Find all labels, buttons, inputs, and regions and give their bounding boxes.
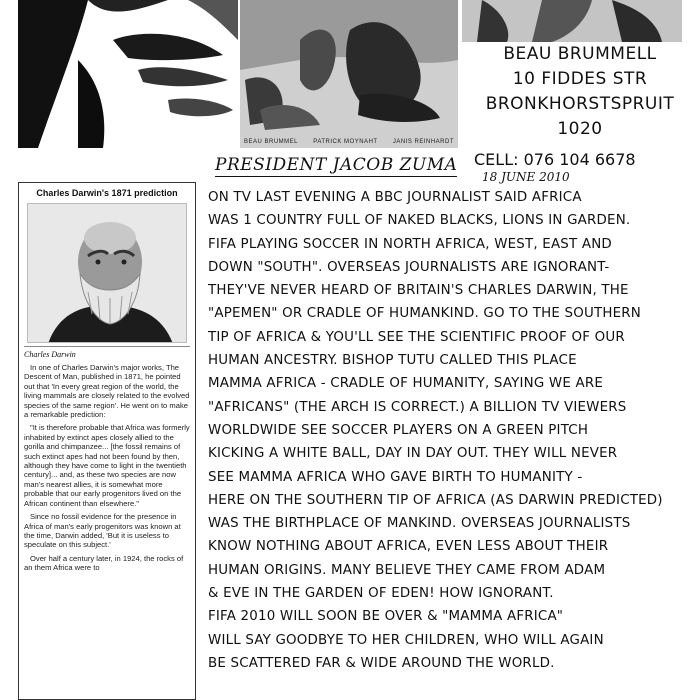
letter-line: KNOW NOTHING ABOUT AFRICA, EVEN LESS ABOUT THEIR	[208, 539, 609, 555]
darwin-portrait	[27, 203, 187, 343]
portrait-caption: Charles Darwin	[24, 346, 190, 359]
sender-address	[470, 42, 690, 142]
letter-line: & EVE IN THE GARDEN OF EDEN! HOW IGNORANT.	[208, 586, 554, 602]
letter-line: FIFA PLAYING SOCCER IN NORTH AFRICA, WEST, EAST AND	[208, 236, 612, 252]
letter-line: "AFRICANS" (THE ARCH IS CORRECT.) A BILLION TV VIEWERS	[208, 399, 627, 415]
letter-line: MAMMA AFRICA - CRADLE OF HUMANITY, SAYING WE ARE	[208, 376, 604, 392]
letter-line: HUMAN ANCESTRY. BISHOP TUTU CALLED THIS PLACE	[208, 353, 577, 369]
sender-street: 10 FIDDES STR	[512, 69, 648, 89]
letter-line: HUMAN ORIGINS. MANY BELIEVE THEY CAME FROM ADAM	[208, 562, 606, 578]
letter-date: 18 JUNE 2010	[482, 170, 570, 184]
sender-postal-code: 1020	[557, 119, 603, 139]
poster-credit: JANIS REINHARDT	[392, 139, 454, 145]
top-right-photo	[462, 0, 682, 42]
cell-number: CELL: 076 104 6678	[474, 150, 636, 169]
article-paragraph: Over half a century later, in 1924, the rocks of an them Africa were to	[24, 553, 184, 573]
letter-line: BE SCATTERED FAR & WIDE AROUND THE WORLD.	[208, 655, 555, 671]
letter-line: FIFA 2010 WILL SOON BE OVER & "MAMMA AFRICA"	[208, 609, 564, 625]
letter-line: WAS 1 COUNTRY FULL OF NAKED BLACKS, LIONS IN GARDEN.	[208, 213, 631, 229]
letter-heading: PRESIDENT JACOB ZUMA	[215, 155, 458, 175]
article-paragraph: "It is therefore probable that Africa was formerly inhabited by extinct apes closely allied to the gorilla and chimpanzee... [the fossil remains of such extinct apes had not been found by then, although they have come to light in the twentieth century]... and, as these two species are now man's nearest allies, it is somewhat more probable that our early progenitors lived on the African continent than elsewhere."	[24, 423, 190, 508]
letter-line: HERE ON THE SOUTHERN TIP OF AFRICA (AS DARWIN PREDICTED)	[208, 492, 663, 508]
darwin-article	[18, 182, 196, 700]
face-photo-graphic	[18, 0, 238, 148]
article-paragraph: Since no fossil evidence for the presence in Africa of man's early progenitors was known at the time, Darwin added, 'But it is useless to speculate on this subject.'	[24, 512, 181, 550]
poster-credit: PATRICK MOYNAHT	[313, 139, 378, 145]
letter-line: WORLDWIDE SEE SOCCER PLAYERS ON A GREEN PITCH	[208, 422, 589, 438]
article-title: Charles Darwin's 1871 prediction	[36, 188, 178, 198]
face-photo	[18, 0, 238, 148]
letter-body	[208, 186, 694, 675]
poster-credit: BEAU BRUMMEL	[244, 139, 299, 145]
letter-line: KICKING A WHITE BALL, DAY IN DAY OUT. THEY WILL NEVER	[208, 446, 618, 462]
letter-line: THEY'VE NEVER HEARD OF BRITAIN'S CHARLES DARWIN, THE	[208, 283, 629, 299]
darwin-portrait-graphic	[28, 204, 187, 343]
letter-line: WILL SAY GOODBYE TO HER CHILDREN, WHO WILL AGAIN	[208, 632, 604, 648]
letter-line: ON TV LAST EVENING A BBC JOURNALIST SAID AFRICA	[208, 190, 582, 205]
letter-line: WAS THE BIRTHPLACE OF MANKIND. OVERSEAS JOURNALISTS	[208, 516, 631, 532]
top-right-photo-graphic	[462, 0, 682, 42]
movie-poster	[240, 0, 458, 148]
letter-line: DOWN "SOUTH". OVERSEAS JOURNALISTS ARE IGNORANT-	[208, 259, 610, 275]
letter-line: SEE MAMMA AFRICA WHO GAVE BIRTH TO HUMANITY -	[208, 469, 583, 485]
movie-poster-graphic	[240, 0, 458, 148]
letter-line: TIP OF AFRICA & YOU'LL SEE THE SCIENTIFIC PROOF OF OUR	[208, 329, 625, 345]
letter-line: "APEMEN" OR CRADLE OF HUMANKIND. GO TO THE SOUTHERN	[208, 306, 642, 322]
sender-town: BRONKHORSTSPRUIT	[485, 94, 675, 114]
sender-name: BEAU BRUMMELL	[503, 44, 657, 64]
article-paragraph: In one of Charles Darwin's major works, The Descent of Man, published in 1871, he pointed out that 'In every great region of the world, the living mammals are closely related to the evolved species of the same region'. He went on to make a remarkable prediction:	[24, 363, 190, 420]
poster-credits	[244, 139, 454, 145]
